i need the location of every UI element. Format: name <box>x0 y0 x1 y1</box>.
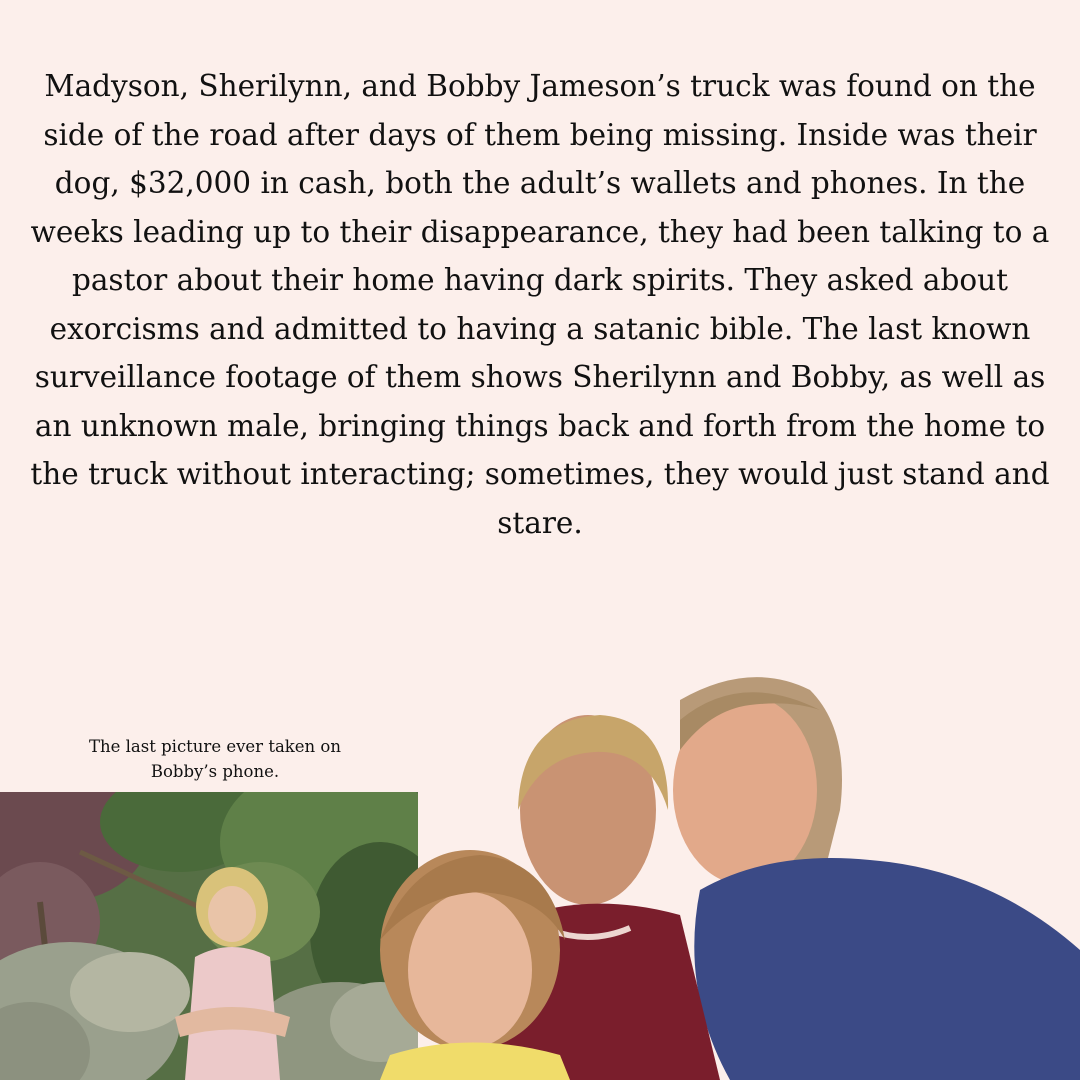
story-text: Madyson, Sherilynn, and Bobby Jameson’s truck was found on the side of the road after days of them being missing. Inside was their dog, $32,000 in cash, both the adult’s wallets and phones. In the weeks leading up to their disappearance, they had been talking to a pastor about their home having dark spirits. They asked about exorcisms and admitted to having a satanic bible. The last known surveillance footage of them shows Sherilynn and Bobby, as well as an unknown male, bringing things back and forth from the home to the truck without interacting; sometimes, they would just stand and stare. <box>30 69 1050 540</box>
photo-caption: The last picture ever taken on Bobby’s phone. <box>89 737 341 781</box>
family-photo <box>350 660 1080 1080</box>
